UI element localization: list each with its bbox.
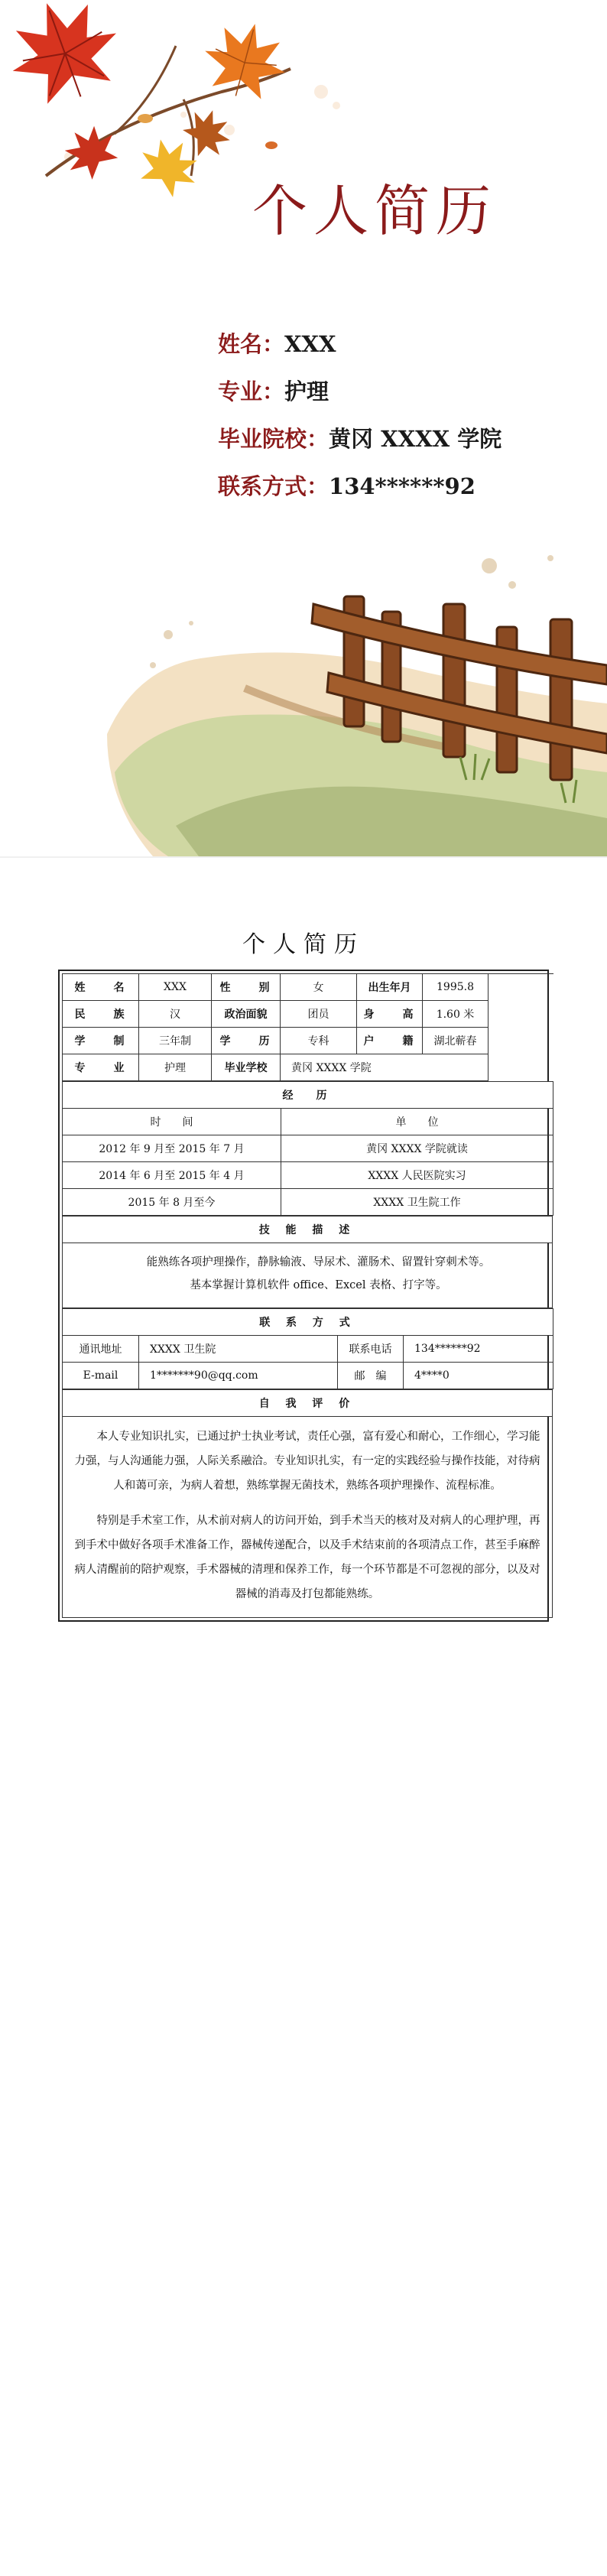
politics-value: 团员 bbox=[281, 1001, 357, 1028]
table-row bbox=[63, 1390, 553, 1417]
self-eval-table bbox=[62, 1389, 553, 1618]
height-value: 1.60 米 bbox=[423, 1001, 489, 1028]
school-label: 毕业学校 bbox=[212, 1054, 281, 1081]
exp-time: 2015 年 8 月至今 bbox=[63, 1189, 281, 1216]
skills-table bbox=[62, 1216, 553, 1308]
experience-table bbox=[62, 1081, 553, 1216]
ethnic-label: 民 族 bbox=[63, 1001, 139, 1028]
hukou-value: 湖北蕲春 bbox=[423, 1028, 489, 1054]
col-header-unit: 单 位 bbox=[281, 1109, 553, 1135]
table-row bbox=[63, 1243, 553, 1308]
resume-page bbox=[58, 925, 549, 1622]
address-value: XXXX 卫生院 bbox=[139, 1336, 338, 1363]
name-label: 姓 名 bbox=[63, 974, 139, 1001]
self-eval-paragraph: 特别是手术室工作，从术前对病人的访问开始，到手术当天的核对及对病人的心理护理，再到手术中做好各项手术准备工作，器械传递配合，以及手术结束前的各项清点工作，甚至手麻醉病人清醒前的陪护观察，手术器械的清理和保养工作，每一个环节都是不可忽视的部分，以及对器械的消毒及打包都能熟练。 bbox=[74, 1515, 540, 1600]
cover-title: 个人简历 bbox=[252, 179, 498, 243]
gender-value: 女 bbox=[281, 974, 357, 1001]
zip-value: 4****0 bbox=[404, 1363, 553, 1389]
exp-unit: 黄冈 XXXX 学院就读 bbox=[281, 1135, 553, 1162]
cover-name: 姓名：XXX bbox=[218, 331, 336, 357]
skills-line: 基本掌握计算机软件 office、Excel 表格、打字等。 bbox=[190, 1279, 447, 1291]
exp-time: 2014 年 6 月至 2015 年 4 月 bbox=[63, 1162, 281, 1189]
edu-value: 三年制 bbox=[139, 1028, 212, 1054]
table-row bbox=[63, 1082, 553, 1109]
cover-contact: 联系方式：134******92 bbox=[218, 473, 476, 499]
table-row bbox=[63, 1001, 553, 1028]
contact-heading: 联 系 方 式 bbox=[63, 1309, 553, 1336]
degree-value: 专科 bbox=[281, 1028, 357, 1054]
self-eval-text bbox=[63, 1417, 553, 1618]
height-label: 身 高 bbox=[357, 1001, 423, 1028]
politics-label: 政治面貌 bbox=[212, 1001, 281, 1028]
table-row bbox=[63, 1109, 553, 1135]
contact-table bbox=[62, 1308, 553, 1389]
fence-landscape-illustration bbox=[107, 551, 607, 856]
major-value: 护理 bbox=[139, 1054, 212, 1081]
zip-label: 邮 编 bbox=[338, 1363, 404, 1389]
email-label: E-mail bbox=[63, 1363, 139, 1389]
page-divider bbox=[0, 856, 607, 858]
experience-heading: 经 历 bbox=[63, 1082, 553, 1109]
major-label: 专 业 bbox=[63, 1054, 139, 1081]
table-row bbox=[63, 1363, 553, 1389]
gender-label: 性 别 bbox=[212, 974, 281, 1001]
email-value: 1*******90@qq.com bbox=[139, 1363, 338, 1389]
skills-heading: 技 能 描 述 bbox=[63, 1217, 553, 1243]
table-row bbox=[63, 1028, 553, 1054]
table-row bbox=[63, 1054, 553, 1081]
table-row bbox=[63, 1189, 553, 1216]
table-row bbox=[63, 1162, 553, 1189]
table-row bbox=[63, 1217, 553, 1243]
basic-info-table bbox=[62, 973, 553, 1081]
col-header-time: 时 间 bbox=[63, 1109, 281, 1135]
degree-label: 学 历 bbox=[212, 1028, 281, 1054]
hukou-label: 户 籍 bbox=[357, 1028, 423, 1054]
cover-school: 毕业院校：黄冈 XXXX 学院 bbox=[218, 426, 502, 452]
table-row bbox=[63, 1135, 553, 1162]
skills-line: 能熟练各项护理操作，静脉输液、导尿术、灌肠术、留置针穿刺术等。 bbox=[146, 1256, 491, 1269]
resume-title: 个人简历 bbox=[242, 931, 365, 958]
table-row bbox=[63, 1336, 553, 1363]
self-eval-paragraph: 本人专业知识扎实，已通过护士执业考试，责任心强，富有爱心和耐心，工作细心，学习能力强，与人沟通能力强，人际关系融洽。专业知识扎实，有一定的实践经验与操作技能，对待病人和蔼可亲，为病人着想，熟练掌握无菌技术，熟练各项护理操作、流程标准。 bbox=[74, 1431, 540, 1492]
skills-text bbox=[63, 1243, 553, 1308]
birth-value: 1995.8 bbox=[423, 974, 489, 1001]
table-row bbox=[63, 1417, 553, 1618]
exp-unit: XXXX 卫生院工作 bbox=[281, 1189, 553, 1216]
table-row bbox=[63, 974, 553, 1001]
phone-label: 联系电话 bbox=[338, 1336, 404, 1363]
phone-value: 134******92 bbox=[404, 1336, 553, 1363]
school-value: 黄冈 XXXX 学院 bbox=[281, 1054, 489, 1081]
name-value: XXX bbox=[139, 974, 212, 1001]
cover-major: 专业：护理 bbox=[218, 378, 329, 404]
table-row bbox=[63, 1309, 553, 1336]
birth-label: 出生年月 bbox=[357, 974, 423, 1001]
exp-unit: XXXX 人民医院实习 bbox=[281, 1162, 553, 1189]
photo-cell bbox=[489, 974, 553, 1081]
edu-label: 学 制 bbox=[63, 1028, 139, 1054]
self-eval-heading: 自 我 评 价 bbox=[63, 1390, 553, 1417]
ethnic-value: 汉 bbox=[139, 1001, 212, 1028]
exp-time: 2012 年 9 月至 2015 年 7 月 bbox=[63, 1135, 281, 1162]
address-label: 通讯地址 bbox=[63, 1336, 139, 1363]
resume-table-frame bbox=[58, 970, 549, 1622]
cover-page bbox=[0, 0, 607, 856]
